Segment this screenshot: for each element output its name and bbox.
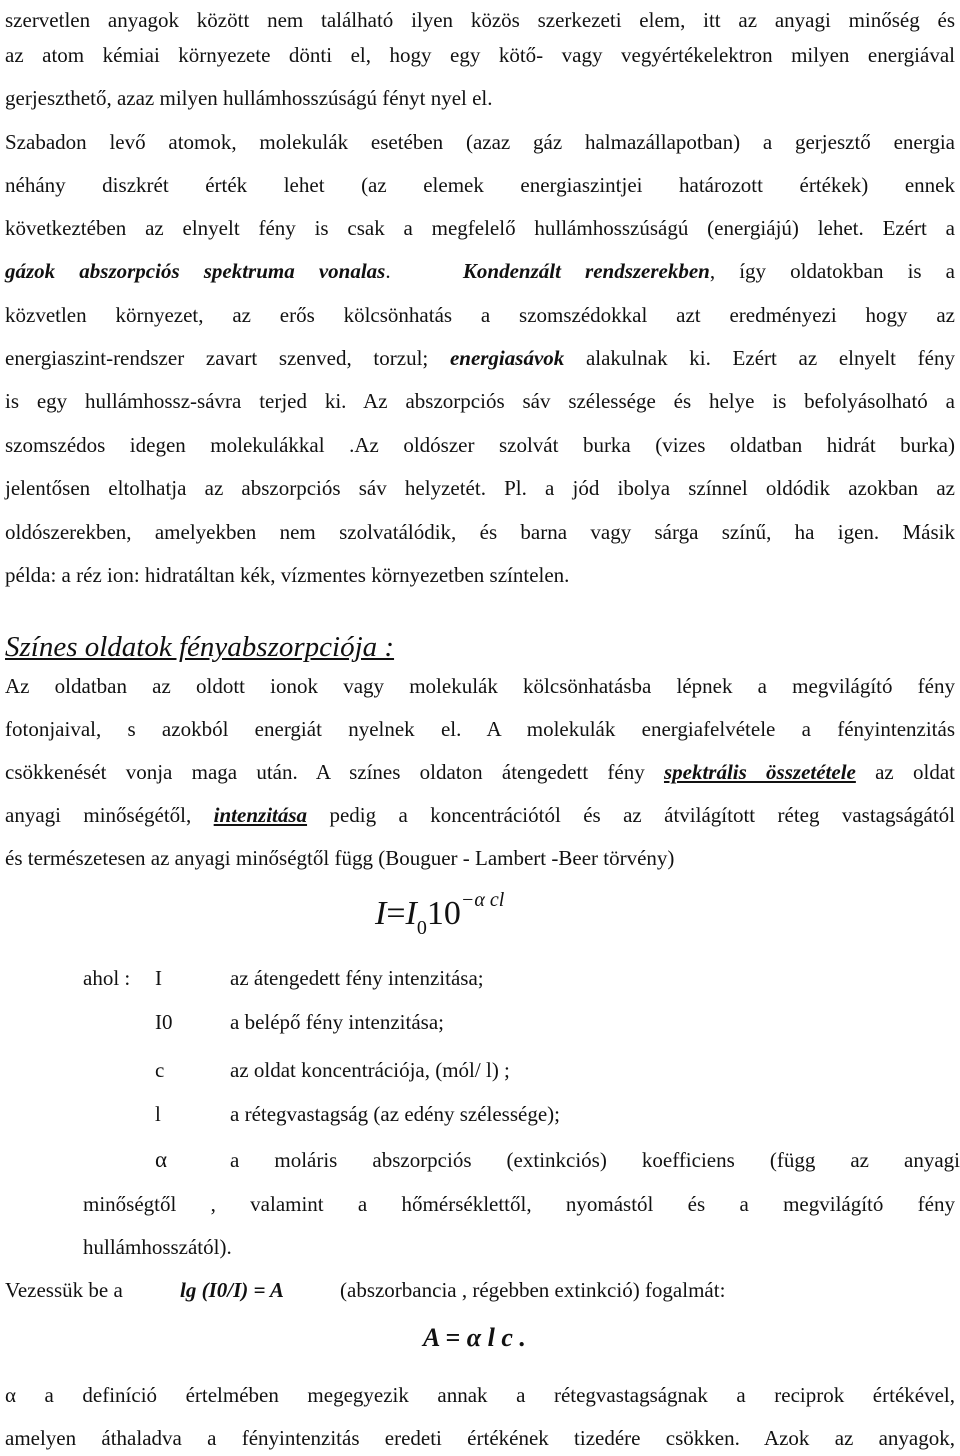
paragraph-line: közvetlen környezet, az erős kölcsönhatás a szomszédokkal azt eredményezi hogy az — [5, 303, 955, 327]
paragraph-line: szomszédos idegen molekulákkal .Az oldószer szolvát burka (vizes oldatban hidrát burka) — [5, 433, 955, 457]
definition-row — [5, 963, 955, 993]
paragraph-line: és természetesen az anyagi minőségtől függ (Bouguer - Lambert -Beer törvény) — [5, 846, 675, 870]
formula-lhs: I — [375, 895, 387, 932]
text-fragment: , így oldatokban is a — [709, 259, 956, 283]
text-fragment: energiaszint-rendszer zavart szenved, torzul; — [5, 346, 450, 370]
paragraph-line — [5, 256, 955, 286]
formula-subscript: 0 — [416, 917, 427, 939]
formula-exponent: −α cl — [460, 889, 505, 911]
emphasis-text: energiasávok — [449, 346, 565, 370]
paragraph-line — [5, 343, 955, 373]
text-fragment: pedig a koncentrációtól és az átvilágított réteg vastagságától — [307, 803, 955, 827]
emphasis-text: intenzitása — [213, 803, 308, 827]
beer-lambert-formula — [375, 889, 505, 939]
ahol-label: ahol : — [83, 966, 131, 990]
paragraph-line — [5, 757, 955, 787]
paragraph-line: következtében az elnyelt fény is csak a megfelelő hullámhosszúságú (energiájú) lehet. Ezért a — [5, 216, 955, 240]
section-heading: Színes oldatok fényabszorpciója : — [5, 631, 395, 663]
paragraph-line: amelyen áthaladva a fényintenzitás eredeti értékének tizedére csökken. Azok az anyagok, — [5, 1426, 955, 1450]
definition-text: a moláris abszorpciós (extinkciós) koefficiens (függ az anyagi — [230, 1148, 960, 1172]
paragraph-line: oldószerekben, amelyekben nem szolvatálódik, és barna vagy sárga színű, ha igen. Másik — [5, 520, 955, 544]
paragraph-line: fotonjaival, s azokból energiát nyelnek el. A molekulák energiafelvétele a fényintenzitás — [5, 717, 955, 741]
paragraph-line: Az oldatban az oldott ionok vagy molekulák kölcsönhatásba lépnek a megvilágító fény — [5, 674, 955, 698]
formula-equals: = — [386, 895, 406, 932]
paragraph-line — [5, 800, 955, 830]
emphasis-text: gázok abszorpciós spektruma vonalas — [5, 259, 386, 283]
paragraph-line: az atom kémiai környezete dönti el, hogy egy kötő- vagy vegyértékelektron milyen energiával — [5, 43, 955, 67]
text-fragment: az oldat — [855, 760, 955, 784]
absorbance-formula: lg (I0/I) = A — [180, 1278, 284, 1302]
paragraph-line: néhány diszkrét érték lehet (az elemek energiaszintjei határozott értékek) ennek — [5, 173, 955, 197]
definition-symbol: c — [155, 1058, 165, 1082]
definition-symbol: l — [155, 1102, 161, 1126]
paragraph-line: jelentősen eltolhatja az abszorpciós sáv helyzetét. Pl. a jód ibolya színnel oldódik azokban az — [5, 476, 955, 500]
definition-row — [5, 1145, 960, 1175]
paragraph-line: α a definíció értelmében megegyezik annak a rétegvastagságnak a reciprok értékével, — [5, 1383, 955, 1407]
definition-row — [5, 1099, 955, 1129]
definition-text: a rétegvastagság (az edény szélessége); — [230, 1102, 560, 1126]
definition-text: a belépő fény intenzitása; — [230, 1010, 444, 1034]
emphasis-text: spektrális összetétele — [663, 760, 856, 784]
definition-text: az átengedett fény intenzitása; — [230, 966, 484, 990]
emphasis-text: Kondenzált rendszerekben — [462, 259, 710, 283]
text-fragment: csökkenését vonja maga után. A színes oldaton átengedett fény — [5, 760, 664, 784]
text-fragment: alakulnak ki. Ezért az elnyelt fény — [564, 346, 955, 370]
formula-i0: I — [405, 895, 417, 932]
paragraph-line: gerjeszthető, azaz milyen hullámhosszúságú fényt nyel el. — [5, 86, 493, 110]
formula-base: 10 — [426, 895, 461, 932]
period: . — [385, 259, 391, 283]
definition-text: az oldat koncentrációja, (mól/ l) ; — [230, 1058, 510, 1082]
definition-row — [5, 1007, 955, 1037]
paragraph-line: hullámhosszától). — [83, 1235, 232, 1259]
absorbance-intro: Vezessük be a — [5, 1278, 123, 1302]
paragraph-line: szervetlen anyagok között nem található ilyen közös szerkezeti elem, itt az anyagi minőség és — [5, 8, 955, 32]
paragraph-line: minőségtől , valamint a hőmérséklettől, nyomástól és a megvilágító fény — [83, 1192, 955, 1216]
absorbance-equation: A = α l c . — [423, 1323, 526, 1352]
definition-symbol: I0 — [155, 1010, 173, 1034]
absorbance-definition: (abszorbancia , régebben extinkció) fogalmát: — [340, 1278, 726, 1302]
paragraph-line: példa: a réz ion: hidratáltan kék, vízmentes környezetben színtelen. — [5, 563, 570, 587]
paragraph-line: is egy hullámhossz-sávra terjed ki. Az abszorpciós sáv szélessége és helye is befolyásolható a — [5, 389, 955, 413]
definition-symbol: I — [155, 966, 162, 990]
definition-symbol: α — [155, 1147, 168, 1172]
paragraph-line: Szabadon levő atomok, molekulák esetében (azaz gáz halmazállapotban) a gerjesztő energia — [5, 130, 955, 154]
definition-row — [5, 1055, 955, 1085]
text-fragment: anyagi minőségétől, — [5, 803, 214, 827]
